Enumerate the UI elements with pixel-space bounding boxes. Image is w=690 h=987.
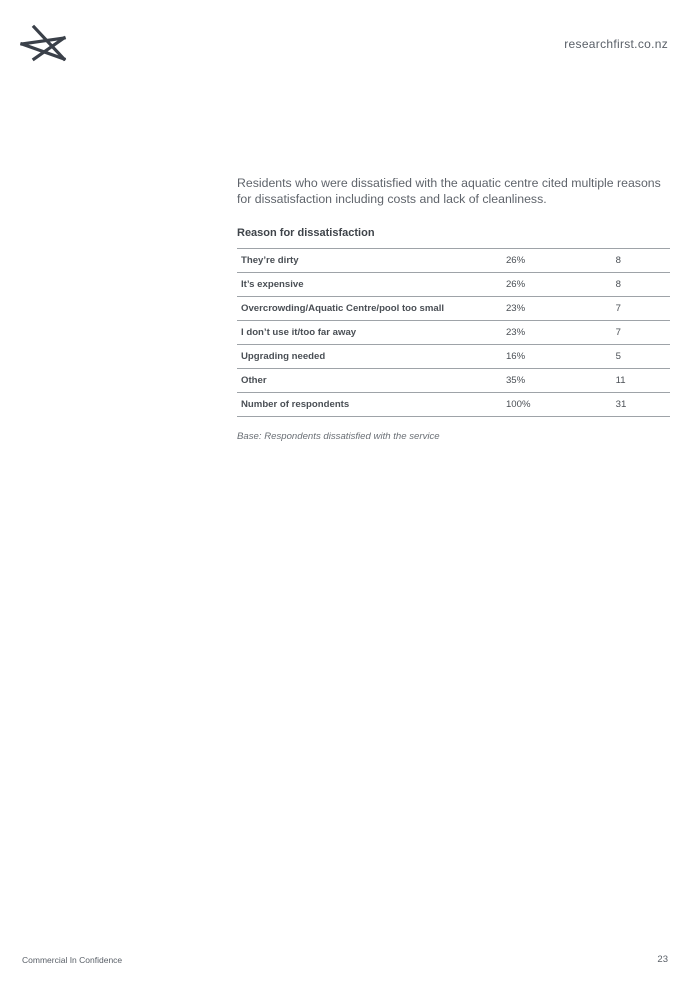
base-note: Base: Respondents dissatisfied with the service xyxy=(237,431,440,442)
row-percent: 26% xyxy=(505,279,526,290)
table-title: Reason for dissatisfaction xyxy=(237,227,375,239)
dissatisfaction-table xyxy=(237,248,670,417)
row-label: Other xyxy=(241,375,267,386)
table-row xyxy=(237,345,670,369)
row-percent: 26% xyxy=(505,255,526,266)
row-count: 7 xyxy=(615,303,621,314)
row-label: I don’t use it/too far away xyxy=(241,327,357,338)
page-number: 23 xyxy=(657,954,668,965)
table-row xyxy=(237,369,670,393)
row-count: 8 xyxy=(615,279,621,290)
row-count: 5 xyxy=(615,351,621,362)
row-label: They’re dirty xyxy=(241,255,299,266)
site-url[interactable]: researchfirst.co.nz xyxy=(564,37,668,51)
row-label: Number of respondents xyxy=(241,399,350,410)
table-row xyxy=(237,321,670,345)
row-label: Overcrowding/Aquatic Centre/pool too small xyxy=(241,303,445,314)
row-count: 7 xyxy=(615,327,621,338)
confidentiality-label: Commercial In Confidence xyxy=(22,955,123,965)
table-row-total xyxy=(237,393,670,417)
row-label: It’s expensive xyxy=(241,279,304,290)
row-percent: 100% xyxy=(505,399,531,410)
row-count: 31 xyxy=(615,399,627,410)
table-row xyxy=(237,249,670,273)
table-row xyxy=(237,297,670,321)
row-percent: 16% xyxy=(505,351,526,362)
row-count: 11 xyxy=(615,375,626,386)
row-percent: 23% xyxy=(505,327,526,338)
row-label: Upgrading needed xyxy=(241,351,326,362)
row-percent: 35% xyxy=(505,375,526,386)
row-percent: 23% xyxy=(505,303,526,314)
intro-paragraph: Residents who were dissatisfied with the aquatic centre cited multiple reasons for dissatisfaction including costs and lack of cleanliness. xyxy=(237,176,661,206)
row-count: 8 xyxy=(615,255,621,266)
table-row xyxy=(237,273,670,297)
research-first-star-logo-icon xyxy=(20,24,68,62)
